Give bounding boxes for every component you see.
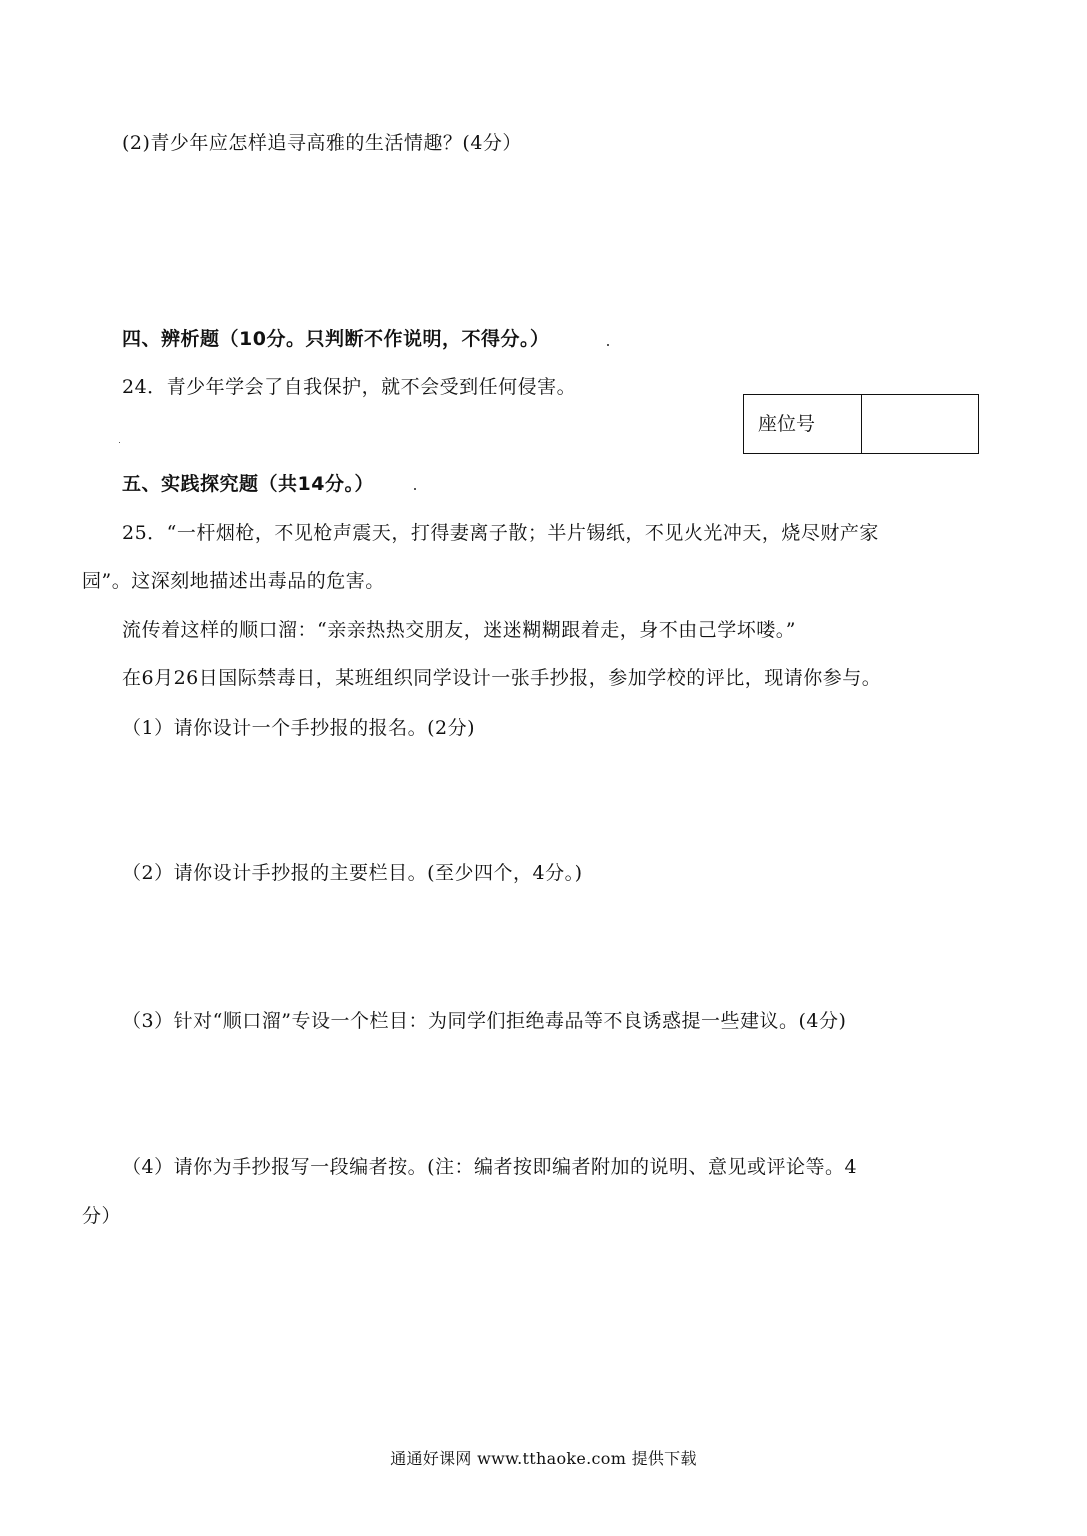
q25-line2: 园”。这深刻地描述出毒品的危害。 bbox=[82, 570, 385, 592]
stray-mark bbox=[414, 488, 416, 490]
seat-number-field[interactable] bbox=[862, 395, 978, 453]
q25-context: 在6月26日国际禁毒日，某班组织同学设计一张手抄报，参加学校的评比，现请你参与。 bbox=[122, 667, 882, 689]
q25-part1: （1）请你设计一个手抄报的报名。(2分) bbox=[122, 717, 476, 739]
seat-number-box bbox=[743, 394, 979, 454]
q25-part3: （3）针对“顺口溜”专设一个栏目：为同学们拒绝毒品等不良诱惑提一些建议。(4分) bbox=[122, 1010, 847, 1032]
section5-title: 五、实践探究题（共14分。） bbox=[122, 473, 374, 495]
stray-mark bbox=[119, 442, 120, 443]
seat-number-label: 座位号 bbox=[744, 395, 862, 453]
stray-mark bbox=[607, 344, 609, 346]
q23-part2: (2)青少年应怎样追寻高雅的生活情趣？(4分） bbox=[122, 132, 522, 154]
page-footer: 通通好课网 www.tthaoke.com 提供下载 bbox=[390, 1449, 697, 1468]
q24-statement: 24．青少年学会了自我保护，就不会受到任何侵害。 bbox=[122, 376, 577, 398]
q25-part4-line2: 分） bbox=[82, 1205, 122, 1227]
q25-part2: （2）请你设计手抄报的主要栏目。(至少四个，4分。) bbox=[122, 862, 583, 884]
section4-title: 四、辨析题（10分。只判断不作说明，不得分。） bbox=[122, 328, 550, 350]
q25-rhyme: 流传着这样的顺口溜：“亲亲热热交朋友，迷迷糊糊跟着走，身不由己学坏喽。” bbox=[122, 619, 796, 641]
q25-part4-line1: （4）请你为手抄报写一段编者按。(注：编者按即编者附加的说明、意见或评论等。4 bbox=[122, 1156, 858, 1178]
q25-line1: 25．“一杆烟枪，不见枪声震天，打得妻离子散；半片锡纸，不见火光冲天，烧尽财产家 bbox=[122, 522, 879, 544]
